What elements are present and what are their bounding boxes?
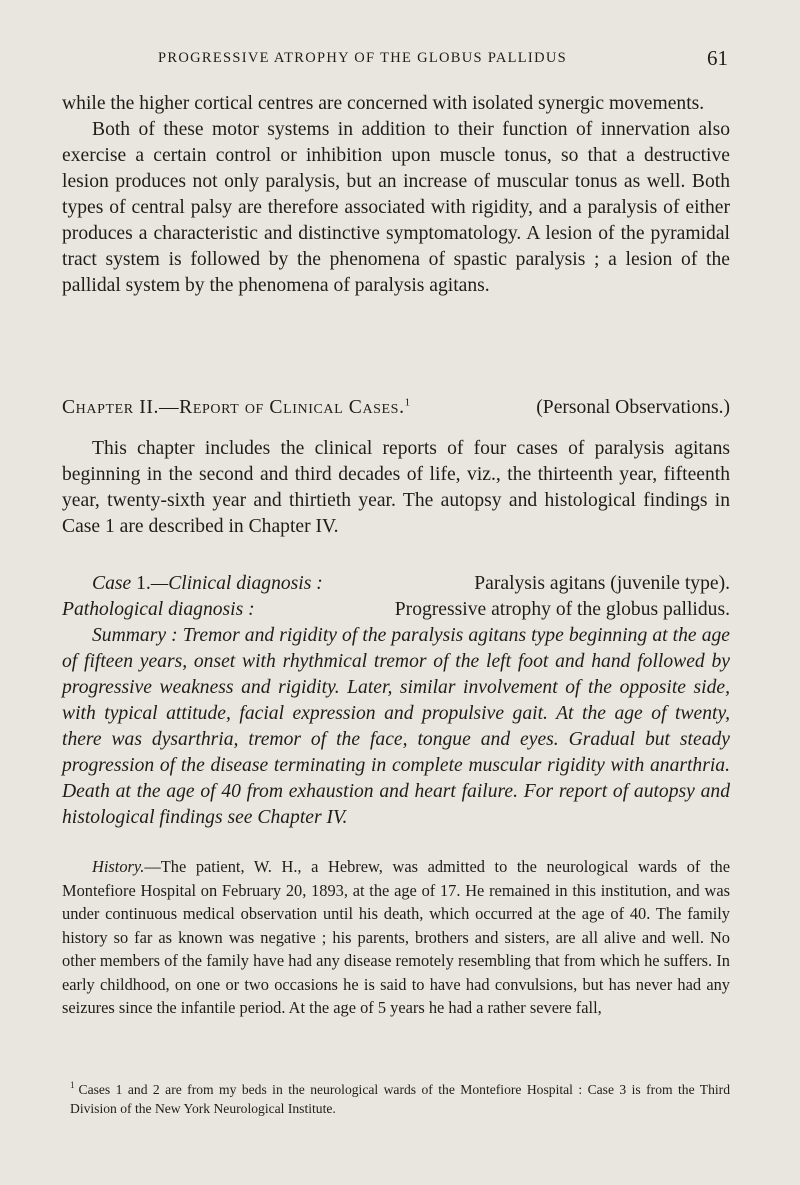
pathological-diagnosis-line [62, 597, 730, 623]
chapter-paragraph: This chapter includes the clinical reports of four cases of paralysis agitans beginning in the second and third decades of life, viz., the thirteenth year, fifteenth year, twenty-sixth year and thirtieth year. The autopsy and histological findings in Case 1 are described in Chapter IV. [62, 438, 730, 537]
footnote-ref: 1 [404, 396, 411, 409]
chapter-intro [62, 436, 730, 540]
chapter-title-text: Chapter II.—Report of Clinical Cases. [62, 397, 405, 418]
history-label: History. [92, 857, 145, 876]
pathological-diagnosis-value: Progressive atrophy of the globus pallidus. [394, 599, 730, 620]
intro-paragraph-1: while the higher cortical centres are concerned with isolated synergic movements. [62, 93, 705, 114]
case-summary: Summary : Tremor and rigidity of the paralysis agitans type beginning at the age of fifteen years, onset with rhythmical tremor of the left foot and hand followed by progressive weakness and rigidity. Later, similar involvement of the opposite side, with typical attitude, facial expression and propulsive gait. At the age of twenty, there was dysarthria, tremor of the face, tongue and eyes. Gradual but steady progression of the disease terminating in complete muscular rigidity with anarthria. Death at the age of 40 from exhaustion and heart failure. For report of autopsy and histological findings see Chapter IV. [62, 625, 730, 828]
page-number: 61 [707, 46, 728, 70]
history-text: —The patient, W. H., a Hebrew, was admitted to the neurological wards of the Montefiore Hospital on February 20, 1893, at the age of 17. He remained in this institution, and was under continuous medical observation until his death, which occurred at the age of 40. The family history so far as known was negative ; his parents, brothers and sisters, are all alive and well. No other members of the family have had any disease remotely resembling that from which he suffers. In early childhood, on one or two occasions he is said to have had convulsions, but has never had any seizures since the infantile period. At the age of 5 years he had a rather severe fall, [62, 857, 730, 1017]
running-title: PROGRESSIVE ATROPHY OF THE GLOBUS PALLIDUS [158, 50, 567, 66]
footnote-text: Cases 1 and 2 are from my beds in the neurological wards of the Montefiore Hospital : Case 3 is from the Third Division of the New York Neurological Institute. [70, 1082, 730, 1116]
intro-section [62, 91, 730, 299]
clinical-label: —Clinical diagnosis : [150, 573, 323, 594]
chapter-title [62, 395, 410, 421]
chapter-subheading: (Personal Observations.) [536, 397, 730, 418]
clinical-diagnosis-value: Paralysis agitans (juvenile type). [474, 573, 730, 594]
case-number: 1. [136, 573, 151, 594]
running-head [62, 46, 728, 70]
clinical-diagnosis-line [62, 571, 730, 597]
clinical-diagnosis-label [92, 571, 323, 597]
case-1-section [62, 571, 730, 831]
pathological-diagnosis-label: Pathological diagnosis : [62, 599, 255, 620]
chapter-heading [62, 395, 730, 421]
footnote-paragraph [70, 1080, 730, 1118]
history-paragraph [62, 855, 730, 1020]
history-section [62, 855, 730, 1020]
case-label: Case [92, 573, 132, 594]
footnote [70, 1080, 730, 1118]
intro-paragraph-2: Both of these motor systems in addition to their function of innervation also exercise a certain control or inhibition upon muscle tonus, so that a destructive lesion produces not only paralysis, but an increase of muscular tonus as well. Both types of central palsy are therefore associated with rigidity, and a paralysis of either produces a characteristic and distinctive symptomatology. A lesion of the pyramidal tract system is followed by the phenomena of spastic paralysis ; a lesion of the pallidal system by the phenomena of paralysis agitans. [62, 119, 730, 296]
footnote-mark: 1 [70, 1080, 75, 1091]
